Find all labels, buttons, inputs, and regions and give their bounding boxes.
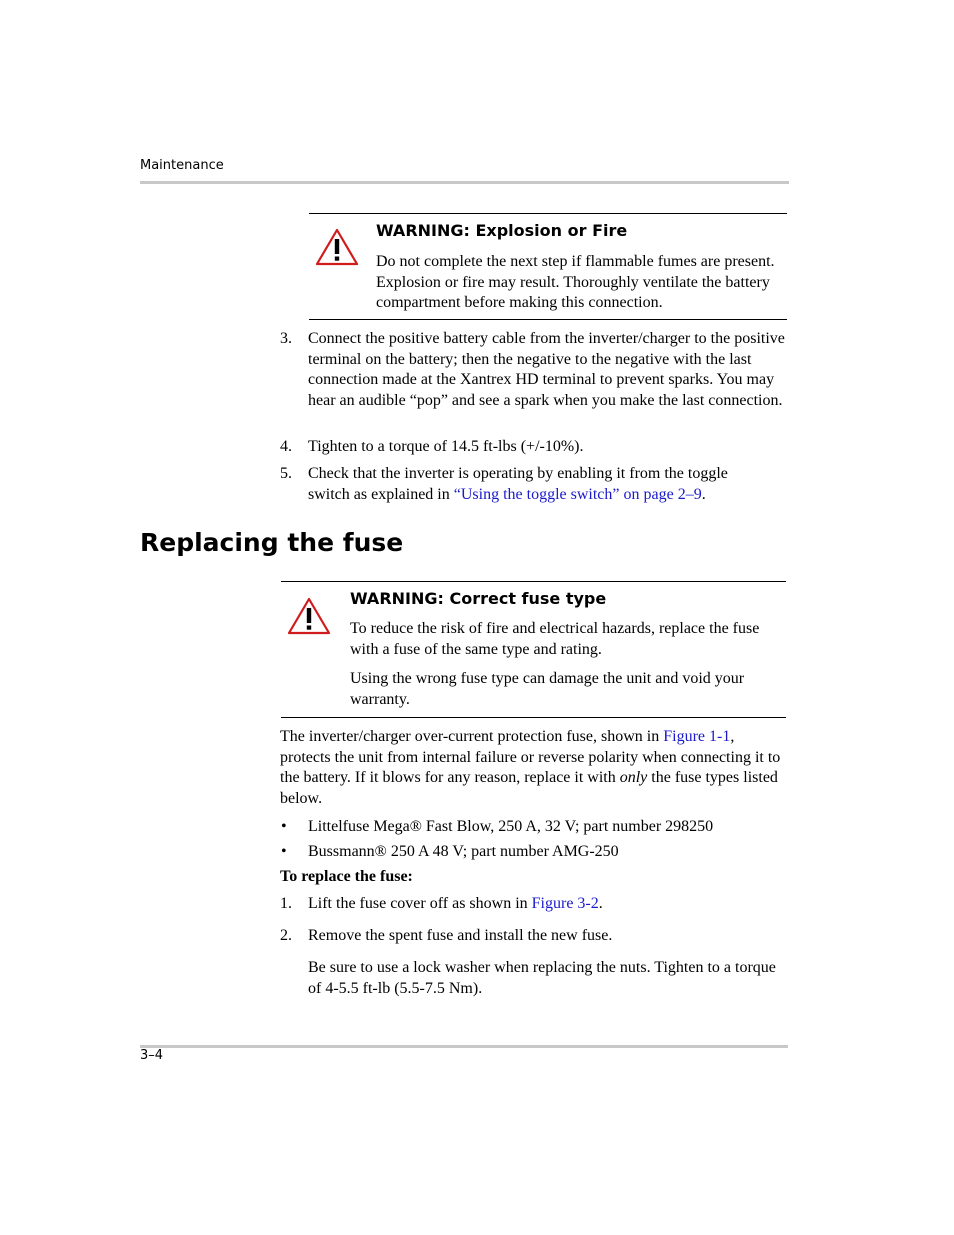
- section-title: Replacing the fuse: [140, 528, 404, 557]
- bullet-marker: •: [281, 818, 287, 835]
- intro-before: The inverter/charger over-current protection fuse, shown in: [280, 728, 664, 745]
- step-number: 4.: [280, 438, 292, 455]
- warning-body: Do not complete the next step if flammable fumes are present. Explosion or fire may result. Thoroughly ventilate the battery compartment before making this connection.: [376, 253, 775, 311]
- page-number: 3–4: [140, 1048, 164, 1063]
- warning-bottom-rule: [309, 319, 787, 320]
- toggle-switch-link[interactable]: “Using the toggle switch” on page 2–9: [453, 485, 702, 503]
- list-item: Bussmann® 250 A 48 V; part number AMG-250: [308, 843, 619, 860]
- figure-3-2-link[interactable]: Figure 3-2: [531, 895, 599, 912]
- step-text-before: Lift the fuse cover off as shown in: [308, 895, 532, 912]
- intro-emphasis: only: [619, 769, 648, 786]
- step-text-after: .: [701, 485, 706, 503]
- step-text: Tighten to a torque of 14.5 ft-lbs (+/-10%).: [308, 438, 584, 455]
- running-header: Maintenance: [140, 158, 224, 173]
- step-text: [308, 894, 786, 915]
- warning-title: WARNING: Correct fuse type: [350, 589, 607, 608]
- procedure-note: Be sure to use a lock washer when replacing the nuts. Tighten to a torque of 4-5.5 ft-lb (5.5-7.5 Nm).: [308, 959, 776, 997]
- header-rule: [140, 181, 789, 184]
- warning-body: Using the wrong fuse type can damage the unit and void your warranty.: [350, 670, 745, 708]
- step-number: 1.: [280, 895, 292, 912]
- intro-paragraph: [280, 727, 786, 809]
- step-number: 2.: [280, 927, 292, 944]
- step-number: 3.: [280, 330, 292, 347]
- warning-body: To reduce the risk of fire and electrical hazards, replace the fuse with a fuse of the same type and rating.: [350, 620, 760, 658]
- bullet-marker: •: [281, 843, 287, 860]
- footer-rule: [140, 1045, 788, 1048]
- step-text: Remove the spent fuse and install the new fuse.: [308, 927, 613, 944]
- warning-triangle-icon: [315, 227, 359, 267]
- figure-1-1-link[interactable]: Figure 1-1: [663, 728, 731, 745]
- step-number: 5.: [280, 465, 292, 482]
- step-text-after: .: [598, 895, 603, 912]
- warning-top-rule: [309, 213, 787, 214]
- procedure-heading: To replace the fuse:: [280, 868, 413, 885]
- step-text: Connect the positive battery cable from the inverter/charger to the positive terminal on the battery; then the negative to the negative with the last connection made at the Xantrex HD terminal to prevent sparks. You may hear an audible “pop” and see a spark when you make the last connection.: [308, 330, 785, 409]
- list-item: Littelfuse Mega® Fast Blow, 250 A, 32 V; part number 298250: [308, 818, 714, 835]
- warning-title: WARNING: Explosion or Fire: [376, 221, 628, 240]
- warning-triangle-icon: [287, 596, 331, 636]
- intro-middle: , protects the unit from internal failure or reverse polarity when connecting it to the battery. If it blows for any reason, replace it with: [280, 728, 781, 786]
- warning-top-rule: [281, 581, 786, 582]
- warning-bottom-rule: [281, 717, 786, 718]
- step-text-before: Check that the inverter is operating by enabling it from the toggle switch as explained in: [308, 465, 728, 503]
- step-text: [308, 464, 768, 505]
- intro-after: the fuse types listed below.: [280, 769, 778, 807]
